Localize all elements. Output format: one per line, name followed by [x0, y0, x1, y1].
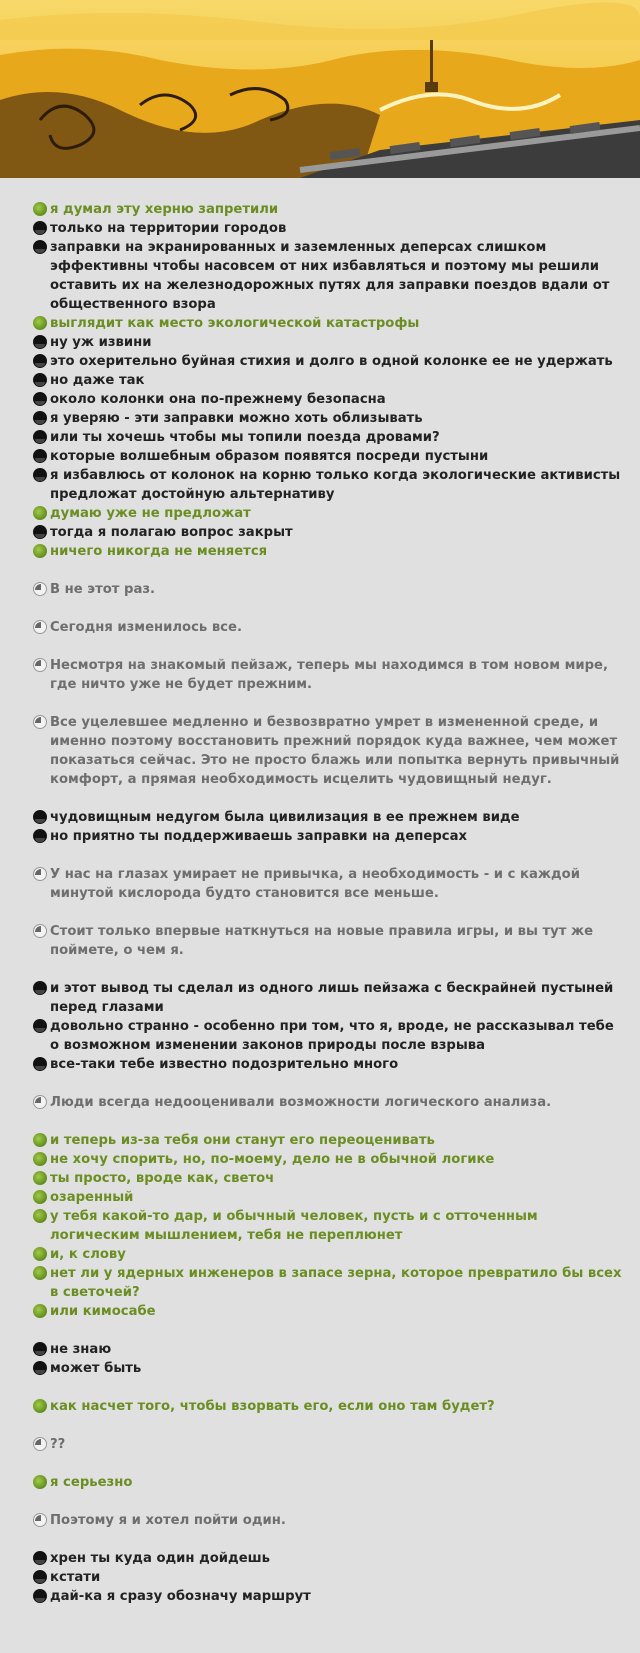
chat-line-text: не хочу спорить, но, по-моему, дело не в обычной логике — [50, 1152, 495, 1167]
chat-line-text: Стоит только впервые наткнуться на новые правила игры, и вы тут же поймете, о чем я. — [50, 924, 594, 958]
chat-line-text: и этот вывод ты сделал из одного лишь пейзажа с бескрайней пустыней перед глазами — [50, 981, 614, 1015]
chat-line-text: я думал эту херню запретили — [50, 202, 279, 217]
chat-line-text: ну уж извини — [50, 335, 152, 350]
chat-line-text: хрен ты куда один дойдешь — [50, 1551, 270, 1566]
chat-line-text: все-таки тебе известно подозрительно много — [50, 1057, 399, 1072]
chat-line-text: может быть — [50, 1361, 142, 1376]
chat-line-black — [33, 1568, 623, 1587]
chat-line-text: Люди всегда недооценивали возможности логического анализа. — [50, 1095, 552, 1110]
black-speaker-icon — [33, 1551, 47, 1565]
chat-line-text: но даже так — [50, 373, 145, 388]
chat-line-black — [33, 219, 623, 238]
chat-line-text: ты просто, вроде как, светоч — [50, 1171, 275, 1186]
chat-line-text: ничего никогда не меняется — [50, 544, 268, 559]
black-speaker-icon — [33, 1019, 47, 1033]
chat-line-black — [33, 1549, 623, 1568]
chat-line-green — [33, 1264, 623, 1302]
chat-line-green — [33, 1207, 623, 1245]
spacer — [33, 1454, 623, 1473]
gray-speaker-icon — [33, 1095, 47, 1109]
chat-line-text: которые волшебным образом появятся посреди пустыни — [50, 449, 489, 464]
gray-speaker-icon — [33, 582, 47, 596]
desert-railway-illustration — [0, 0, 640, 178]
green-speaker-icon — [33, 1171, 47, 1185]
chat-line-black — [33, 238, 623, 314]
chat-line-text: довольно странно - особенно при том, что я, вроде, не рассказывал тебе о возможном изменении законов природы после взрыва — [50, 1019, 614, 1053]
chat-line-black — [33, 979, 623, 1017]
chat-line-black — [33, 1587, 623, 1606]
chat-line-green — [33, 1150, 623, 1169]
chat-line-text: заправки на экранированных и заземленных деперсах слишком эффективны чтобы насовсем от них избавляться и поэтому мы решили оставить их на железнодорожных путях для заправки поездов вдали от общественного взора — [50, 240, 610, 312]
chat-line-text: или кимосабе — [50, 1304, 156, 1319]
chat-line-gray — [33, 618, 623, 637]
chat-line-green — [33, 504, 623, 523]
black-speaker-icon — [33, 1570, 47, 1584]
green-speaker-icon — [33, 316, 47, 330]
green-speaker-icon — [33, 1399, 47, 1413]
spacer — [33, 1112, 623, 1131]
chat-line-black — [33, 352, 623, 371]
spacer — [33, 694, 623, 713]
black-speaker-icon — [33, 335, 47, 349]
chat-line-gray — [33, 922, 623, 960]
green-speaker-icon — [33, 202, 47, 216]
chat-line-text: и теперь из-за тебя они станут его переоценивать — [50, 1133, 435, 1148]
black-speaker-icon — [33, 1361, 47, 1375]
chat-line-gray — [33, 1093, 623, 1112]
black-speaker-icon — [33, 221, 47, 235]
chat-line-text: я серьезно — [50, 1475, 133, 1490]
chat-line-green — [33, 200, 623, 219]
green-speaker-icon — [33, 1133, 47, 1147]
chat-line-black — [33, 447, 623, 466]
spacer — [33, 960, 623, 979]
green-speaker-icon — [33, 544, 47, 558]
chat-line-black — [33, 333, 623, 352]
chat-line-gray — [33, 713, 623, 789]
chat-line-text: думаю уже не предложат — [50, 506, 251, 521]
black-speaker-icon — [33, 240, 47, 254]
chat-line-black — [33, 1340, 623, 1359]
chat-line-text: У нас на глазах умирает не привычка, а необходимость - и с каждой минутой кислорода будто становится все меньше. — [50, 867, 580, 901]
black-speaker-icon — [33, 373, 47, 387]
chat-line-black — [33, 827, 623, 846]
chat-line-green — [33, 1473, 623, 1492]
chat-line-green — [33, 1131, 623, 1150]
spacer — [33, 1378, 623, 1397]
black-speaker-icon — [33, 525, 47, 539]
chat-line-text: только на территории городов — [50, 221, 287, 236]
black-speaker-icon — [33, 1589, 47, 1603]
spacer — [33, 1492, 623, 1511]
green-speaker-icon — [33, 1190, 47, 1204]
chat-line-text: около колонки она по-прежнему безопасна — [50, 392, 386, 407]
chat-line-text: тогда я полагаю вопрос закрыт — [50, 525, 293, 540]
chat-line-black — [33, 428, 623, 447]
chat-line-text: В не этот раз. — [50, 582, 156, 597]
chat-line-text: ?? — [50, 1437, 66, 1452]
chat-line-text: нет ли у ядерных инженеров в запасе зерна, которое превратило бы всех в светочей? — [50, 1266, 622, 1300]
chat-line-text: Сегодня изменилось все. — [50, 620, 242, 635]
chat-line-green — [33, 1188, 623, 1207]
spacer — [33, 1530, 623, 1549]
green-speaker-icon — [33, 1152, 47, 1166]
spacer — [33, 1416, 623, 1435]
spacer — [33, 846, 623, 865]
chat-log — [33, 200, 623, 1606]
black-speaker-icon — [33, 354, 47, 368]
black-speaker-icon — [33, 829, 47, 843]
chat-line-text: чудовищным недугом была цивилизация в ее прежнем виде — [50, 810, 520, 825]
chat-line-text: Несмотря на знакомый пейзаж, теперь мы находимся в том новом мире, где ничто уже не будет прежним. — [50, 658, 608, 692]
chat-line-green — [33, 1302, 623, 1321]
chat-line-black — [33, 808, 623, 827]
chat-line-text: дай-ка я сразу обозначу маршрут — [50, 1589, 311, 1604]
chat-line-gray — [33, 656, 623, 694]
chat-line-black — [33, 523, 623, 542]
black-speaker-icon — [33, 449, 47, 463]
chat-line-text: я избавлюсь от колонок на корню только когда экологические активисты предложат достойную альтернативу — [50, 468, 621, 502]
chat-line-black — [33, 390, 623, 409]
chat-line-green — [33, 1245, 623, 1264]
chat-line-text: не знаю — [50, 1342, 112, 1357]
black-speaker-icon — [33, 468, 47, 482]
chat-line-text: но приятно ты поддерживаешь заправки на деперсах — [50, 829, 467, 844]
green-speaker-icon — [33, 1209, 47, 1223]
spacer — [33, 789, 623, 808]
black-speaker-icon — [33, 1342, 47, 1356]
chat-line-text: или ты хочешь чтобы мы топили поезда дровами? — [50, 430, 440, 445]
header-banner — [0, 0, 640, 178]
spacer — [33, 637, 623, 656]
spacer — [33, 1074, 623, 1093]
chat-line-text: кстати — [50, 1570, 101, 1585]
gray-speaker-icon — [33, 924, 47, 938]
chat-line-gray — [33, 1511, 623, 1530]
chat-line-text: Поэтому я и хотел пойти один. — [50, 1513, 286, 1528]
black-speaker-icon — [33, 392, 47, 406]
chat-line-black — [33, 1017, 623, 1055]
chat-line-black — [33, 371, 623, 390]
chat-line-black — [33, 1055, 623, 1074]
chat-line-green — [33, 1169, 623, 1188]
chat-line-text: Все уцелевшее медленно и безвозвратно умрет в измененной среде, и именно поэтому восстановить прежний порядок куда важнее, чем может показаться сейчас. Это не просто блажь или попытка вернуть привычный комфорт, а прямая необходимость исцелить чудовищный недуг. — [50, 715, 620, 787]
black-speaker-icon — [33, 810, 47, 824]
chat-line-text: это охерительно буйная стихия и долго в одной колонке ее не удержать — [50, 354, 613, 369]
chat-line-text: озаренный — [50, 1190, 134, 1205]
chat-line-text: я уверяю - эти заправки можно хоть облизывать — [50, 411, 423, 426]
green-speaker-icon — [33, 1304, 47, 1318]
gray-speaker-icon — [33, 715, 47, 729]
chat-line-green — [33, 1397, 623, 1416]
green-speaker-icon — [33, 1247, 47, 1261]
spacer — [33, 599, 623, 618]
chat-line-text: выглядит как место экологической катастрофы — [50, 316, 420, 331]
black-speaker-icon — [33, 411, 47, 425]
black-speaker-icon — [33, 430, 47, 444]
chat-line-gray — [33, 865, 623, 903]
chat-line-black — [33, 1359, 623, 1378]
chat-line-text: у тебя какой-то дар, и обычный человек, пусть и с отточенным логическим мышлением, тебя не переплюнет — [50, 1209, 538, 1243]
black-speaker-icon — [33, 1057, 47, 1071]
gray-speaker-icon — [33, 620, 47, 634]
spacer — [33, 1321, 623, 1340]
chat-line-gray — [33, 580, 623, 599]
green-speaker-icon — [33, 1475, 47, 1489]
chat-line-green — [33, 314, 623, 333]
chat-line-black — [33, 466, 623, 504]
spacer — [33, 561, 623, 580]
green-speaker-icon — [33, 1266, 47, 1280]
black-speaker-icon — [33, 981, 47, 995]
gray-speaker-icon — [33, 1513, 47, 1527]
gray-speaker-icon — [33, 1437, 47, 1451]
gray-speaker-icon — [33, 867, 47, 881]
chat-line-text: как насчет того, чтобы взорвать его, если оно там будет? — [50, 1399, 495, 1414]
chat-line-black — [33, 409, 623, 428]
chat-line-text: и, к слову — [50, 1247, 126, 1262]
gray-speaker-icon — [33, 658, 47, 672]
green-speaker-icon — [33, 506, 47, 520]
chat-line-gray — [33, 1435, 623, 1454]
spacer — [33, 903, 623, 922]
chat-line-green — [33, 542, 623, 561]
